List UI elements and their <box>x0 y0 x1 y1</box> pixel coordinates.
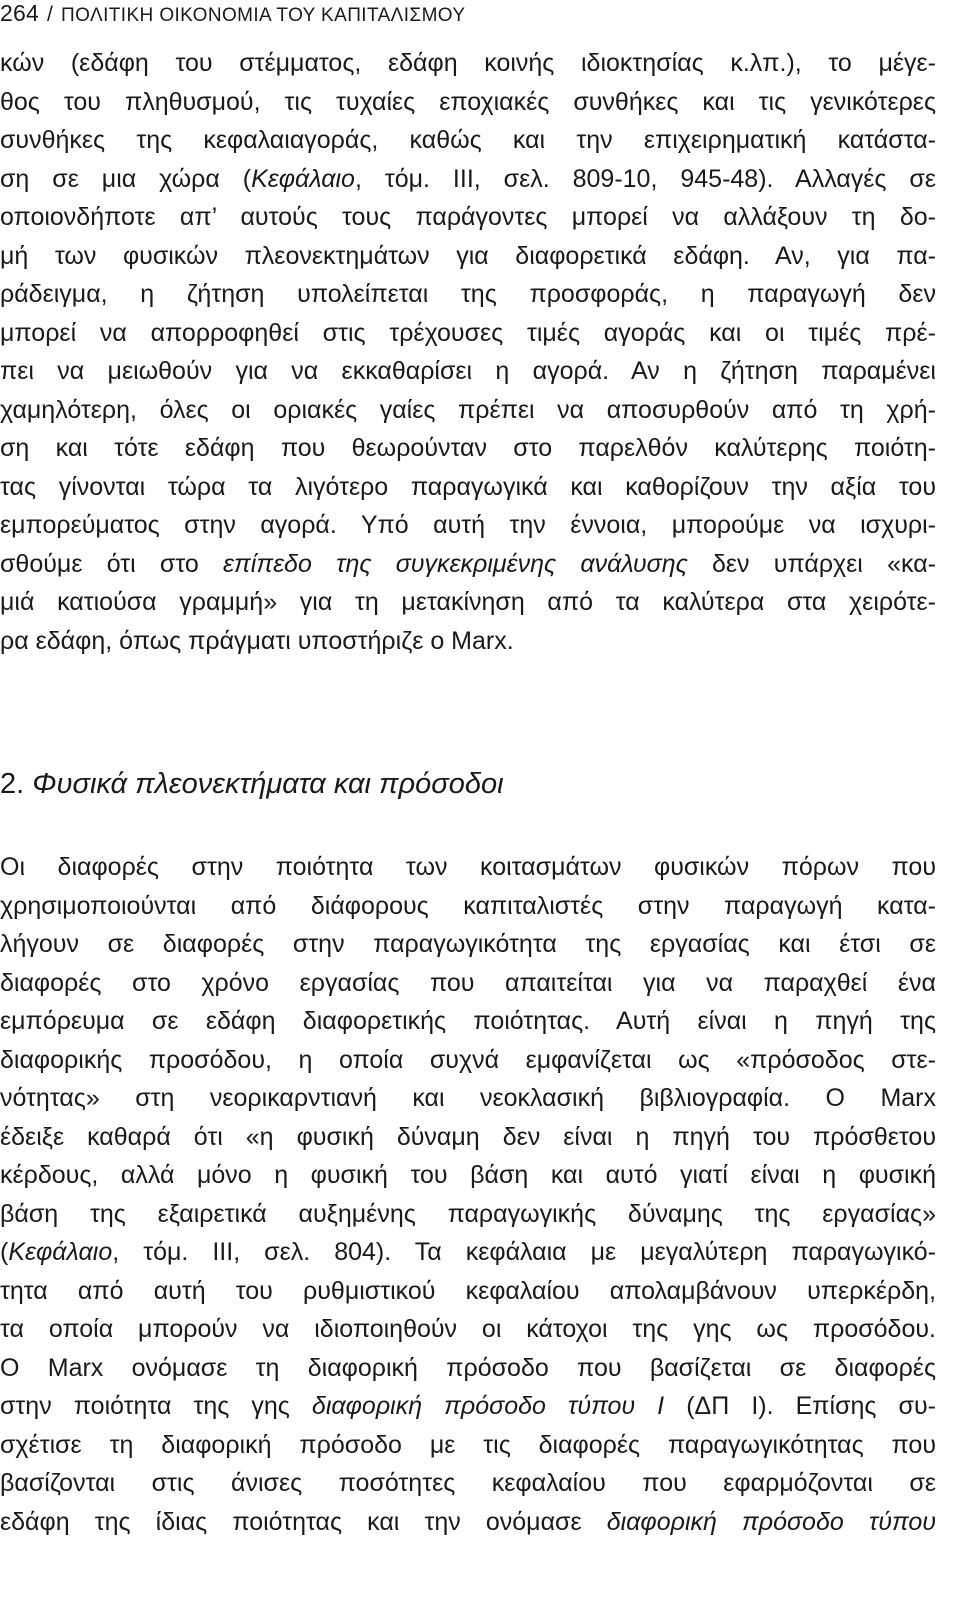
text-line: τα οποία μπορούν να ιδιοποιηθούν οι κάτοχοι της γης ως προσόδου. <box>0 1315 936 1343</box>
section-number: 2. <box>0 768 25 800</box>
text-line: χαμηλότερη, όλες οι οριακές γαίες πρέπει να αποσυρθούν από τη χρή- <box>0 395 936 424</box>
text-line <box>0 545 936 584</box>
text-line: νότητας» στη νεορικαρντιανή και νεοκλασική βιβλιογραφία. Ο Marx <box>0 1084 936 1112</box>
citation-title: Κεφάλαιο <box>8 1238 113 1266</box>
text-line: χρησιμοποιούνται από διάφορους καπιταλιστές στην παραγωγή κατα- <box>0 891 936 920</box>
text-line: Ο Marx ονόμασε τη διαφορική πρόσοδο που βασίζεται σε διαφορές <box>0 1353 936 1382</box>
text-line <box>0 1233 936 1272</box>
header-separator: / <box>46 3 54 26</box>
text-line: μπορεί να απορροφηθεί στις τρέχουσες τιμές αγοράς και οι τιμές πρέ- <box>0 318 936 347</box>
text-line: εμπορεύματος στην αγορά. Υπό αυτή την έννοια, μπορούμε να ισχυρι- <box>0 511 936 539</box>
page-number: 264 <box>0 0 39 26</box>
emphasis: επίπεδο της συγκεκριμένης ανάλυσης <box>223 549 688 578</box>
text-line: τητα από αυτή του ρυθμιστικού κεφαλαίου απολαμβάνουν υπερκέρδη, <box>0 1276 936 1305</box>
text-line: κών (εδάφη του στέμματος, εδάφη κοινής ιδιοκτησίας κ.λπ.), το μέγε- <box>0 49 936 77</box>
text-run: , τόμ. ΙΙΙ, σελ. 804). Τα κεφάλαια με μεγαλύτερη παραγωγικό- <box>112 1238 936 1266</box>
text-line: μιά κατιούσα γραμμή» για τη μετακίνηση από τα καλύτερα στα χειρότε- <box>0 588 936 616</box>
text-line <box>0 160 936 199</box>
term: διαφορική πρόσοδο τύπου Ι <box>311 1392 665 1420</box>
text-line: μή των φυσικών πλεονεκτημάτων για διαφορετικά εδάφη. Αν, για πα- <box>0 241 936 270</box>
text-run: δεν υπάρχει «κα- <box>687 549 936 578</box>
citation-title: Κεφάλαιο <box>251 164 355 193</box>
running-header <box>0 0 465 30</box>
text-line: πει να μειωθούν για να εκκαθαρίσει η αγορά. Αν η ζήτηση παραμένει <box>0 357 936 385</box>
text-line <box>0 1503 936 1542</box>
text-line: λήγουν σε διαφορές στην παραγωγικότητα της εργασίας και έτσι σε <box>0 930 936 958</box>
text-line: ση και τότε εδάφη που θεωρούνταν στο παρελθόν καλύτερης ποιότη- <box>0 434 936 462</box>
book-title: ΠΟΛΙΤΙΚΗ ΟΙΚΟΝΟΜΙΑ ΤΟΥ ΚΑΠΙΤΑΛΙΣΜΟΥ <box>61 5 466 26</box>
text-run: εδάφη της ίδιας ποιότητας και την ονόμασε <box>0 1507 607 1536</box>
text-line: διαφορές στο χρόνο εργασίας που απαιτείται για να παραχθεί ένα <box>0 968 936 997</box>
text-line: εμπόρευμα σε εδάφη διαφορετικής ποιότητας. Αυτή είναι η πηγή της <box>0 1007 936 1035</box>
text-line: διαφορικής προσόδου, η οποία συχνά εμφανίζεται ως «πρόσοδος στε- <box>0 1045 936 1074</box>
text-line: οποιονδήποτε απ’ αυτούς τους παράγοντες μπορεί να αλλάξουν τη δο- <box>0 203 936 231</box>
paragraph-1 <box>0 44 936 660</box>
section-heading <box>0 764 504 804</box>
text-run: ση σε μια χώρα ( <box>0 164 252 193</box>
text-line: συνθήκες της κεφαλαιαγοράς, καθώς και την επιχειρηματική κατάστα- <box>0 126 936 154</box>
text-line: ρα εδάφη, όπως πράγματι υποστήριζε ο Marx. <box>0 626 514 655</box>
text-line: κέρδους, αλλά μόνο η φυσική του βάση και αυτό γιατί είναι η φυσική <box>0 1161 936 1189</box>
text-line: βάση της εξαιρετικά αυξημένης παραγωγικής δύναμης της εργασίας» <box>0 1199 936 1228</box>
term: διαφορική πρόσοδο τύπου <box>606 1507 936 1536</box>
text-line: βασίζονται στις άνισες ποσότητες κεφαλαίου που εφαρμόζονται σε <box>0 1469 936 1497</box>
text-line: σχέτισε τη διαφορική πρόσοδο με τις διαφορές παραγωγικότητας που <box>0 1430 936 1459</box>
text-line: τας γίνονται τώρα τα λιγότερο παραγωγικά και καθορίζουν την αξία του <box>0 472 936 501</box>
text-line <box>0 1387 936 1426</box>
text-line: θος του πληθυσμού, τις τυχαίες εποχιακές συνθήκες και τις γενικότερες <box>0 87 936 116</box>
text-run: σθούμε ότι στο <box>0 549 224 578</box>
text-run: , τόμ. ΙΙΙ, σελ. 809-10, 945-48). Αλλαγές σε <box>354 164 936 193</box>
text-run: ( <box>0 1238 9 1266</box>
text-run: (ΔΠ Ι). Επίσης συ- <box>664 1392 936 1420</box>
text-line: έδειξε καθαρά ότι «η φυσική δύναμη δεν είναι η πηγή του πρόσθετου <box>0 1122 936 1151</box>
text-run: στην ποιότητα της γης <box>0 1392 312 1420</box>
text-line: Οι διαφορές στην ποιότητα των κοιτασμάτων φυσικών πόρων που <box>0 853 936 881</box>
section-title: Φυσικά πλεονεκτήματα και πρόσοδοι <box>32 768 504 800</box>
text-line: ράδειγμα, η ζήτηση υπολείπεται της προσφοράς, η παραγωγή δεν <box>0 280 936 308</box>
paragraph-2 <box>0 848 936 1541</box>
